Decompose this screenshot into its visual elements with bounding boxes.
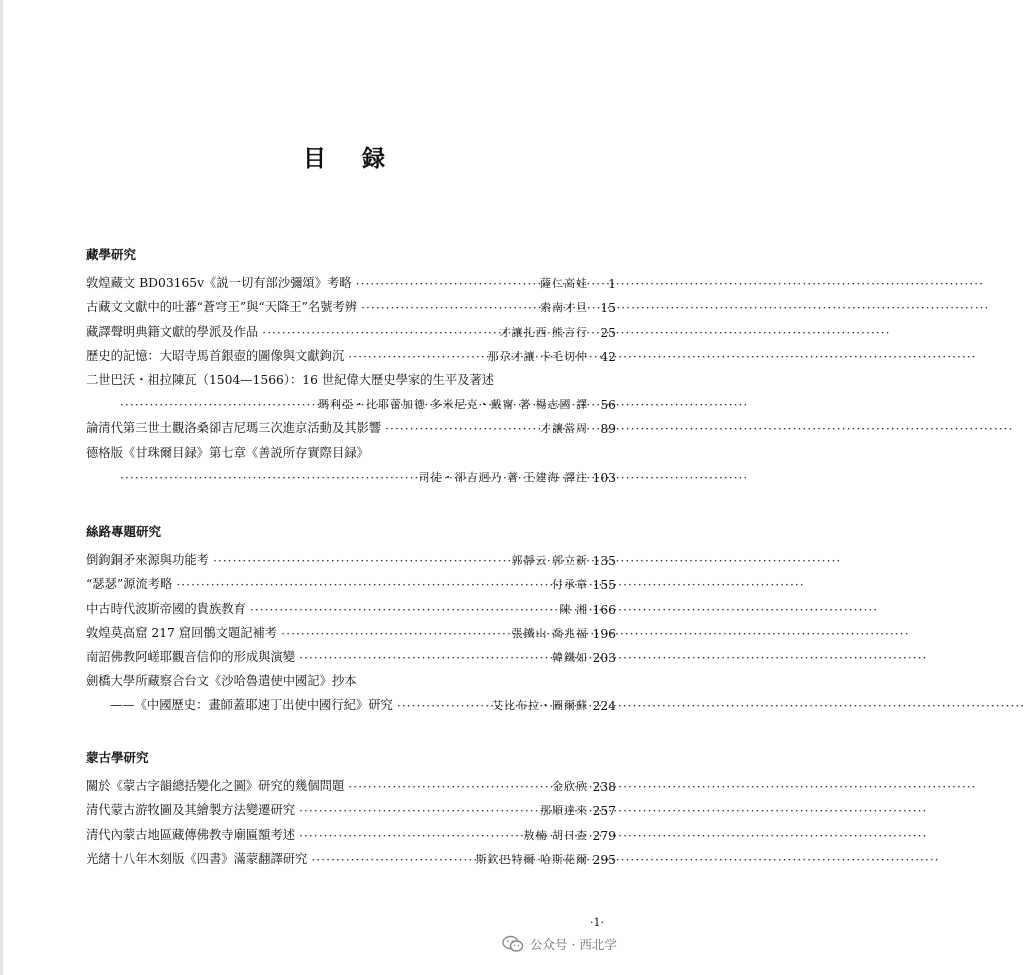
toc-entry: [86, 794, 616, 818]
toc-entry-line: [86, 461, 616, 485]
entry-title: 歷史的記憶：大昭寺馬首銀壺的圖像與文獻鉤沉: [86, 348, 345, 363]
toc-entry: [86, 412, 616, 436]
toc-entry-line: [86, 843, 616, 867]
entry-title: 古藏文文獻中的吐蕃“蒼穹王”與“天降王”名號考辨: [86, 300, 358, 315]
toc-entry: [86, 843, 616, 867]
entry-page-number: 103: [592, 470, 616, 485]
toc-entry-line: [86, 689, 616, 713]
dot-leader: [348, 780, 548, 794]
toc-entry: [86, 617, 616, 641]
entry-author: 司徒・卻吉迥乃 著 王建海 譯注: [418, 470, 588, 484]
toc-entry-line: [86, 436, 616, 460]
entry-page-number: 155: [592, 578, 616, 593]
entry-page-number: 224: [592, 699, 616, 714]
toc-entry: [86, 818, 616, 842]
dot-leader: [299, 829, 519, 843]
dot-leader: [120, 398, 314, 412]
toc-entry: [86, 291, 616, 315]
entry-author: 艾比布拉・圖爾蘇: [492, 699, 588, 713]
dot-leader: [262, 326, 495, 340]
toc-entry: [86, 364, 616, 412]
entry-page-number: 56: [600, 398, 616, 413]
entry-title: 清代蒙古游牧圖及其繪製方法變遷研究: [86, 803, 296, 818]
entry-title: ——《中國歷史：畫師蓋耶速丁出使中國行紀》研究: [110, 698, 393, 713]
entry-title: 光緒十八年木刻版《四書》滿蒙翻譯研究: [86, 851, 308, 866]
entry-title: 二世巴沃・祖拉陳瓦（1504—1566）：16 世紀偉大歷史學家的生平及著述: [86, 372, 495, 387]
entry-title: 關於《蒙古字韻總括變化之圖》研究的幾個問題: [86, 779, 345, 794]
entry-page-number: 238: [592, 780, 616, 795]
toc-entry-line: [86, 291, 616, 315]
toc-entry: [86, 770, 616, 794]
toc-entry-line: [86, 794, 616, 818]
dot-leader: [176, 578, 548, 592]
entry-title: 倒鉤銅矛來源與功能考: [86, 553, 209, 568]
toc-entry: [86, 665, 616, 713]
page-title: 目 録: [302, 145, 399, 172]
dot-leader: [213, 554, 508, 568]
entry-author: 那順達來: [540, 804, 588, 818]
toc-entry: [86, 641, 616, 665]
dot-leader: [385, 422, 536, 436]
entry-author: 付承章: [552, 578, 588, 592]
entry-title: 敦煌藏文 BD03165v《説一切有部沙彌頌》考略: [86, 276, 352, 291]
dot-leader: [281, 627, 507, 641]
toc-entry: [86, 592, 616, 616]
entry-author: 那尕才讓 卡毛切仲: [487, 349, 588, 363]
entry-page-number: 1: [608, 277, 616, 292]
toc-entry: [86, 267, 616, 291]
entry-author: 薩仁高娃: [540, 277, 588, 291]
section-heading: 絲路專題研究: [86, 524, 162, 539]
dot-leader: [356, 277, 536, 291]
toc-entry-line: [86, 267, 616, 291]
entry-page-number: 166: [592, 602, 616, 617]
entry-page-number: 42: [600, 349, 616, 364]
entry-author: 張鐵山 喬兆福: [511, 626, 588, 640]
watermark-text: 公众号 · 西北学: [530, 937, 617, 952]
entry-page-number: 196: [592, 626, 616, 641]
dot-leader: [299, 804, 536, 818]
toc-entry-line: [86, 544, 616, 568]
entry-title: 論清代第三世土觀洛桑卻吉尼瑪三次進京活動及其影響: [86, 421, 382, 436]
entry-page-number: 89: [600, 422, 616, 437]
toc-entry-line: [86, 592, 616, 616]
toc-entry: [86, 544, 616, 568]
entry-author: 索南才旦: [540, 301, 588, 315]
toc-entry: [86, 568, 616, 592]
wechat-icon: [502, 935, 524, 953]
entry-author: 郭靜云 郭立新: [511, 554, 588, 568]
toc-entry-line: [86, 665, 616, 689]
entry-page-number: 135: [592, 554, 616, 569]
toc-entry-line: [86, 770, 616, 794]
toc-entry-line: [86, 364, 616, 388]
entry-page-number: 15: [600, 301, 616, 316]
entry-page-number: 295: [592, 852, 616, 867]
toc-entry-line: [86, 412, 616, 436]
entry-author: 韓鐵如: [552, 650, 588, 664]
entry-page-number: 25: [600, 325, 616, 340]
dot-leader: [348, 350, 483, 364]
dot-leader: [397, 699, 488, 713]
toc-entry: [86, 315, 616, 339]
section-heading: 藏學研究: [86, 247, 137, 262]
entry-author: 敖楠 胡日查: [523, 828, 588, 842]
entry-author: 斯欽巴特爾 哈斯花爾: [475, 852, 588, 866]
dot-leader: [361, 301, 536, 315]
section-mongolian-studies: [86, 746, 616, 867]
entry-title: 藏譯聲明典籍文獻的學派及作品: [86, 324, 259, 339]
section-heading: 蒙古學研究: [86, 750, 149, 765]
toc-entry-line: [86, 641, 616, 665]
entry-title: “瑟瑟”源流考略: [86, 577, 173, 592]
entry-author: 才讓當周: [540, 422, 588, 436]
entry-author: 金欣欣: [552, 780, 588, 794]
entry-page-number: 279: [592, 828, 616, 843]
entry-title: 清代內蒙古地區藏傳佛教寺廟匾額考述: [86, 827, 296, 842]
toc-entry-line: [86, 315, 616, 339]
dot-leader: [299, 651, 548, 665]
entry-title: 劍橋大學所藏察合台文《沙哈魯遣使中國記》抄本: [86, 674, 357, 689]
entry-author: 才讓扎西 熊言行: [499, 325, 588, 339]
watermark: [502, 933, 617, 955]
toc-entry-line: [86, 340, 616, 364]
toc-entry-line: [86, 818, 616, 842]
section-silk-road: [86, 520, 616, 713]
toc-entry-line: [86, 388, 616, 412]
entry-page-number: 257: [592, 804, 616, 819]
page-number: ·1·: [590, 916, 604, 929]
toc-entry-line: [86, 568, 616, 592]
dot-leader: [120, 471, 415, 485]
entry-title: 敦煌莫高窟 217 窟回鶻文題記補考: [86, 625, 278, 640]
entry-author: 瑪利亞・比耶蕾加德 多米尼克・戴甯 著 楊志國 譯: [318, 398, 588, 412]
dot-leader: [250, 603, 556, 617]
entry-author: 陳 湘: [559, 602, 588, 616]
toc-entry: [86, 340, 616, 364]
entry-title: 德格版《甘珠爾目録》第七章《善説所存實際目録》: [86, 445, 369, 460]
toc-entry: [86, 436, 616, 484]
entry-title: 中古時代波斯帝國的貴族教育: [86, 601, 246, 616]
dot-leader: [311, 853, 471, 867]
entry-page-number: 203: [592, 650, 616, 665]
toc-entry-line: [86, 617, 616, 641]
entry-title: 南詔佛教阿嵯耶觀音信仰的形成與演變: [86, 649, 296, 664]
section-tibetology: [86, 243, 616, 485]
